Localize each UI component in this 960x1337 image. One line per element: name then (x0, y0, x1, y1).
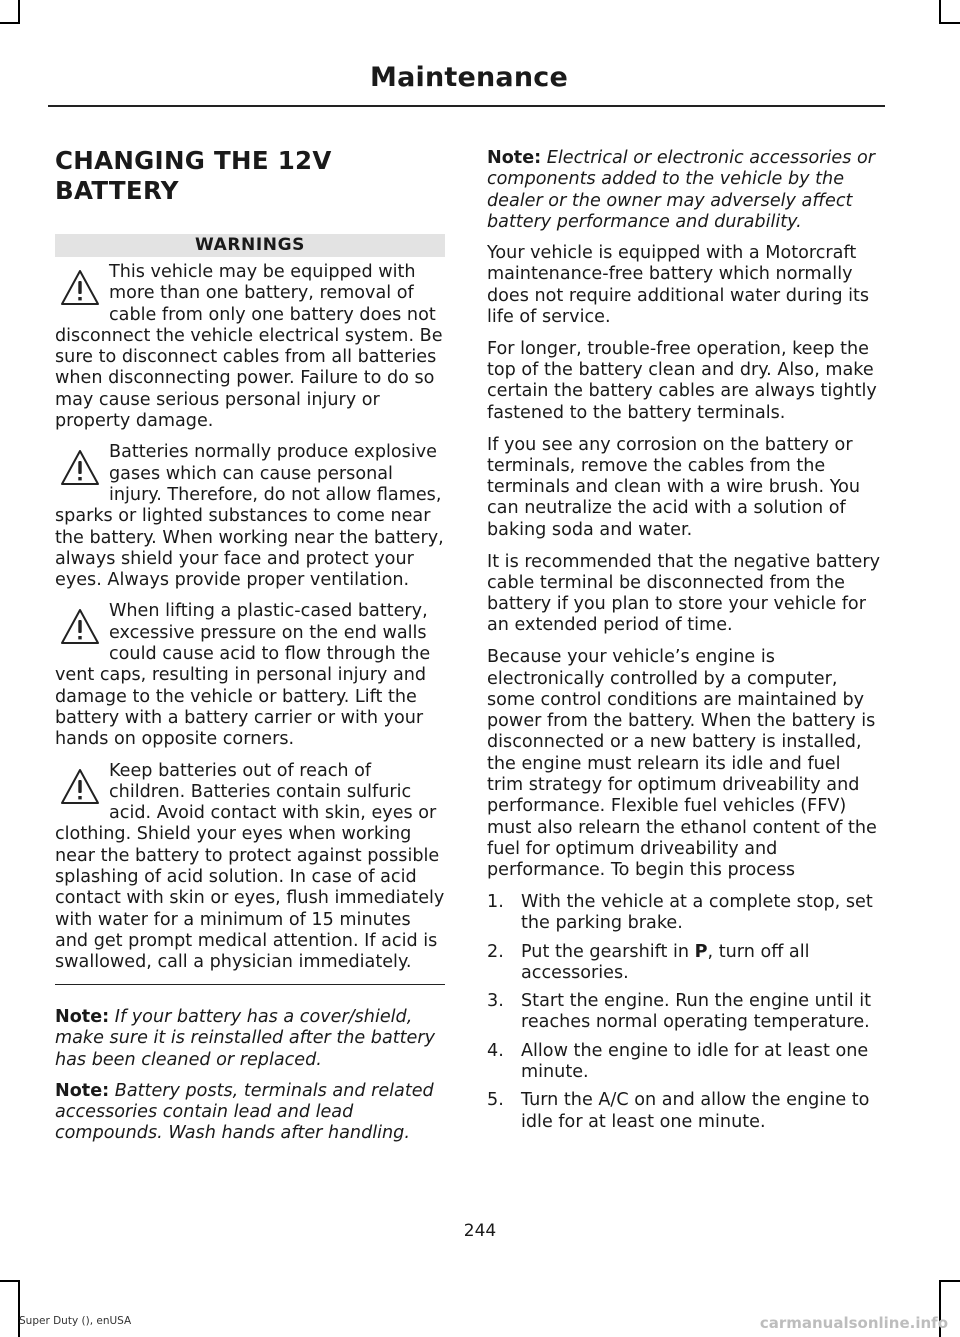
body-paragraph: It is recommended that the negative battery cable terminal be disconnected from the battery if you plan to store your vehicle for an extended period of time. (487, 551, 880, 636)
note (55, 1007, 445, 1071)
left-column (55, 146, 445, 1155)
header-rule (48, 105, 885, 107)
warnings-end-rule (55, 984, 445, 986)
note-text: Electrical or electronic accessories or components added to the vehicle by the dealer or the owner may adversely affect battery performance and durability. (487, 148, 876, 232)
warning-text: Batteries normally produce explosive gases which can cause personal injury. Therefore, do not allow flames, sparks or lighted substances to come near the battery. When working near the battery, always shield your face and protect your eyes. Always provide proper ventilation. (55, 442, 444, 591)
page-header-title: Maintenance (370, 62, 568, 93)
warning-triangle-icon (59, 605, 101, 649)
step-item (487, 942, 880, 985)
warning-item (55, 601, 445, 750)
procedure-steps (487, 892, 880, 1133)
warning-text: Keep batteries out of reach of children. Batteries contain sulfuric acid. Avoid contact with skin, eyes or clothing. Shield your eyes when working near the battery to protect against possible splashing of acid solution. In case of acid contact with skin or eyes, flush immediately with water for a minimum of 15 minutes and get prompt medical attention. If acid is swallowed, call a physician immediately. (55, 760, 445, 973)
warning-triangle-icon (59, 266, 101, 310)
body-paragraph: If you see any corrosion on the battery or terminals, remove the cables from the terminals and clean with a wire brush. You can neutralize the acid with a solution of baking soda and water. (487, 434, 861, 540)
gear-position: P (694, 941, 708, 962)
step-number: 1. (487, 892, 504, 912)
step-number: 3. (487, 991, 504, 1012)
body-paragraph: Your vehicle is equipped with a Motorcraft maintenance-free battery which normally does not require additional water during its life of service. (487, 243, 870, 328)
note (55, 1081, 445, 1145)
note-label: Note: (487, 148, 542, 168)
step-text: Allow the engine to idle for at least one minute. (521, 1040, 869, 1083)
step-item (487, 1041, 880, 1084)
step-text: With the vehicle at a complete stop, set the parking brake. (521, 892, 873, 934)
step-number: 5. (487, 1090, 504, 1111)
watermark: carmanualsonline.info (759, 1314, 948, 1332)
body-paragraph: Because your vehicle’s engine is electronically controlled by a computer, some control conditions are maintained by power from the battery. When the battery is disconnected or a new battery is installed, the engine must relearn its idle and fuel trim strategy for optimum driveability and performance. Flexible fuel vehicles (FFV) must also relearn the ethanol content of the fuel for optimum driveability and performance. To begin this process (487, 647, 877, 881)
crop-mark (0, 22, 20, 24)
crop-mark (0, 1280, 20, 1282)
note-text: Battery posts, terminals and related accessories contain lead and lead compounds. Wash hands after handling. (55, 1080, 434, 1144)
body-paragraph: For longer, trouble-free operation, keep the top of the battery clean and dry. Also, make certain the battery cables are always tightly fastened to the battery terminals. (487, 338, 877, 423)
step-item (487, 991, 880, 1034)
warning-item (55, 761, 445, 974)
step-text: Turn the A/C on and allow the engine to idle for at least one minute. (521, 1090, 870, 1132)
warnings-heading: WARNINGS (55, 234, 445, 257)
warning-item (55, 262, 445, 432)
warning-triangle-icon (59, 765, 101, 809)
note-label: Note: (55, 1080, 110, 1101)
note-label: Note: (55, 1007, 110, 1027)
crop-mark (18, 0, 20, 24)
note (487, 148, 880, 233)
crop-mark (940, 22, 960, 24)
note-text: If your battery has a cover/shield, make sure it is reinstalled after the battery has been cleaned or replaced. (55, 1007, 436, 1070)
right-column (487, 148, 880, 1140)
step-text-post: , turn off all accessories. (521, 941, 810, 983)
warning-text: When lifting a plastic-cased battery, excessive pressure on the end walls could cause acid to flow through the vent caps, resulting in personal injury and damage to the vehicle or battery. Lift the battery with a battery carrier or with your hands on opposite corners. (55, 601, 431, 750)
warning-item (55, 442, 445, 591)
crop-mark (939, 0, 941, 24)
step-number: 2. (487, 941, 504, 962)
warning-triangle-icon (59, 446, 101, 490)
warning-text: This vehicle may be equipped with more than one battery, removal of cable from only one battery does not disconnect the vehicle electrical system. Be sure to disconnect cables from all batteries when disconnecting power. Failure to do so may cause serious personal injury or property damage. (55, 262, 443, 432)
step-item (487, 892, 880, 935)
crop-mark (940, 1280, 960, 1282)
step-item (487, 1090, 880, 1133)
step-text: Start the engine. Run the engine until it reaches normal operating temperature. (521, 991, 871, 1033)
page-number: 244 (463, 1221, 497, 1241)
step-number: 4. (487, 1040, 504, 1061)
step-text (521, 942, 880, 985)
section-title: CHANGING THE 12V BATTERY (55, 146, 332, 205)
step-text-pre: Put the gearshift in (521, 941, 695, 962)
footer-text: Super Duty (), enUSA (19, 1315, 132, 1327)
crop-mark (18, 1280, 20, 1337)
